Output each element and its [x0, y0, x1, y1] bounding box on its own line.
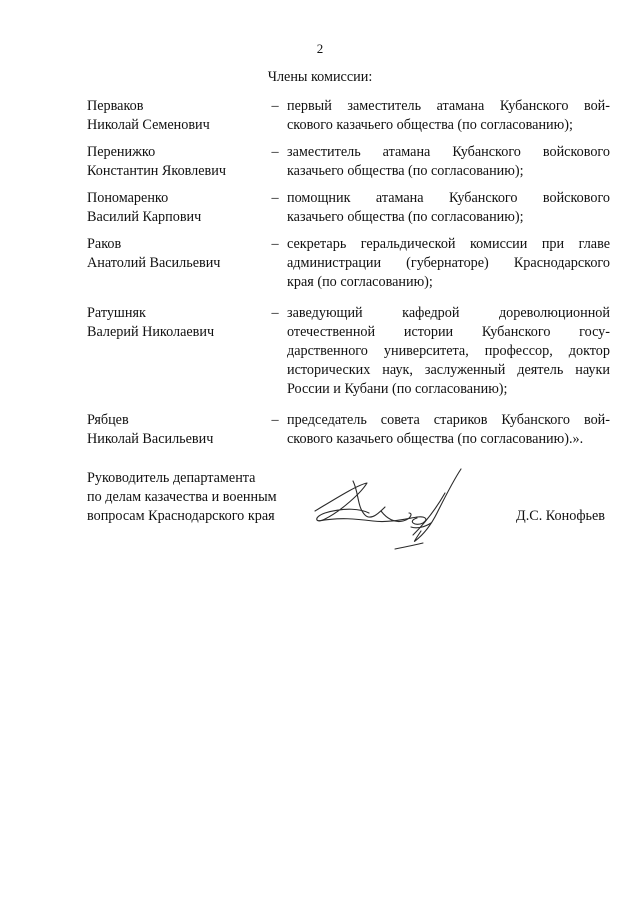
member-role-line: скового казачьего общества (по согласованию);: [287, 117, 573, 133]
member-dash: –: [271, 98, 279, 114]
member-role-line: края (по согласованию);: [287, 274, 433, 290]
member-name: [87, 97, 263, 135]
member-role-line: России и Кубани (по согласованию);: [287, 381, 508, 397]
member-dash: –: [271, 305, 279, 321]
member-name: [87, 235, 263, 273]
member-role: [287, 411, 610, 449]
member-role-line: первый заместитель атамана Кубанского вой-: [287, 98, 610, 114]
signer-title-line: по делам казачества и военным: [87, 489, 277, 505]
member-role: [287, 235, 610, 292]
member-dash: –: [271, 190, 279, 206]
handwritten-signature: [295, 463, 485, 555]
member-role-line: заместитель атамана Кубанского войскового: [287, 144, 610, 160]
member-surname: Перваков: [87, 98, 144, 114]
member-dash: –: [271, 144, 279, 160]
members-list: [87, 97, 610, 449]
member-dash: –: [271, 412, 279, 428]
member-role-line: исторических наук, заслуженный деятель науки: [287, 362, 610, 378]
member-role: [287, 304, 610, 399]
member-role-line: отечественной истории Кубанского госу-: [287, 324, 610, 340]
member-row: [87, 235, 610, 292]
member-role: [287, 189, 610, 227]
member-name: [87, 189, 263, 227]
commission-members-heading: Члены комиссии:: [267, 69, 373, 85]
member-surname: Перенижко: [87, 144, 156, 160]
member-given-names: Николай Васильевич: [87, 431, 214, 447]
member-given-names: Константин Яковлевич: [87, 163, 226, 179]
member-role-line: председатель совета стариков Кубанского вой-: [287, 412, 610, 428]
member-name: [87, 143, 263, 181]
signer-name: Д.С. Конофьев: [516, 508, 605, 524]
member-surname: Ратушняк: [87, 305, 146, 321]
member-given-names: Василий Карпович: [87, 209, 202, 225]
member-surname: Раков: [87, 236, 122, 252]
member-row: [87, 189, 610, 227]
member-role-line: помощник атамана Кубанского войскового: [287, 190, 610, 206]
member-dash: –: [271, 236, 279, 252]
member-surname: Пономаренко: [87, 190, 169, 206]
member-given-names: Анатолий Васильевич: [87, 255, 221, 271]
member-role: [287, 97, 610, 135]
member-role-line: секретарь геральдической комиссии при главе: [287, 236, 610, 252]
member-role-line: скового казачьего общества (по согласованию).».: [287, 431, 584, 447]
member-role-line: казачьего общества (по согласованию);: [287, 163, 524, 179]
member-name: [87, 304, 263, 342]
signature-block: [87, 469, 610, 549]
signer-title-line: вопросам Краснодарского края: [87, 508, 275, 524]
page-number: 2: [316, 41, 324, 56]
member-given-names: Валерий Николаевич: [87, 324, 215, 340]
member-name: [87, 411, 263, 449]
member-row: [87, 143, 610, 181]
member-role-line: заведующий кафедрой дореволюционной: [287, 305, 610, 321]
member-role-line: казачьего общества (по согласованию);: [287, 209, 524, 225]
member-role-line: администрации (губернаторе) Краснодарского: [287, 255, 610, 271]
member-surname: Рябцев: [87, 412, 129, 428]
member-role: [287, 143, 610, 181]
member-row: [87, 97, 610, 135]
signer-title-line: Руководитель департамента: [87, 470, 256, 486]
member-role-line: дарственного университета, профессор, доктор: [287, 343, 610, 359]
member-row: [87, 304, 610, 399]
member-given-names: Николай Семенович: [87, 117, 210, 133]
member-row: [87, 411, 610, 449]
